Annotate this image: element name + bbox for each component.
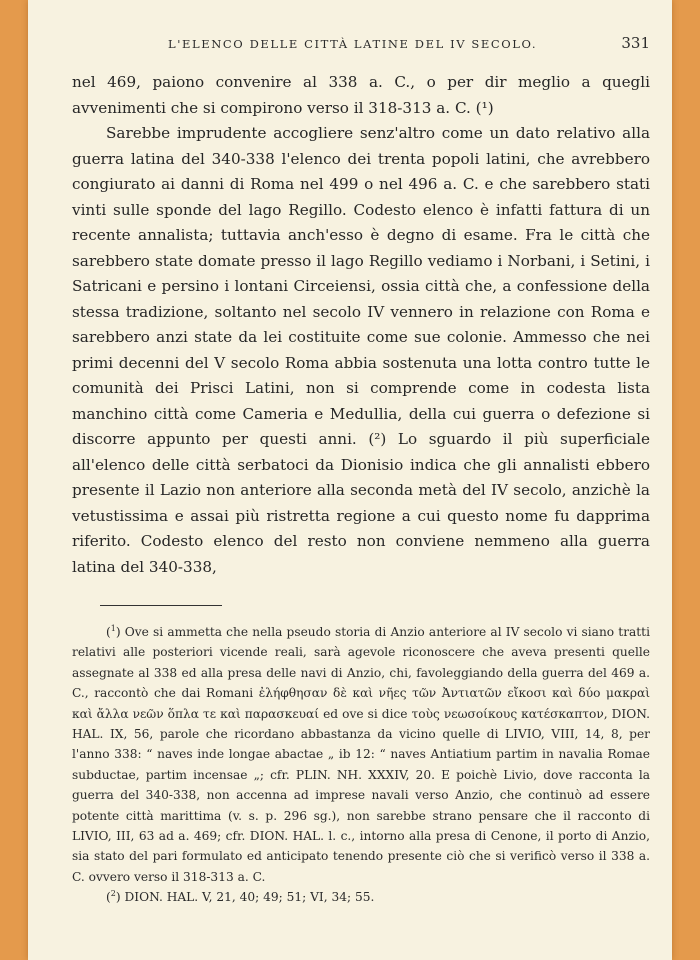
paragraph-2: Sarebbe imprudente accogliere senz'altro come un dato relativo alla guerra latina del 340-338 l'elenco dei trenta popoli latini, che avrebbero congiurato ai danni di Roma nel 499 o nel 496 a. C. e che sarebbero stati vinti sulle sponde del lago Regillo. Codesto elenco è infatti fattura di un recente annalista; tuttavia anch'esso è degno di esame. Fra le città che sarebbero state domate presso il lago Regillo vediamo i Norbani, i Setini, i Satricani e persino i lontani Circeiensi, ossia città che, a confessione della stessa tradizione, soltanto nel secolo IV vennero in relazione con Roma e sarebbero anzi state da lei costituite come sue colonie. Ammesso che nei primi decenni del V secolo Roma abbia sostenuta una lotta contro tutte le comunità dei Prisci Latini, non si comprende come in codesta lista manchino città come Cameria e Medullia, della cui guerra o defezione si discorre appunto per questi anni. (²) Lo sguardo il più superficiale all'elenco delle città serbatoci da Dionisio indica che gli annalisti ebbero presente il Lazio non anteriore alla seconda metà del IV secolo, anzichè la vetustissima e assai più ristretta regione a cui questo nome fu dapprima riferito. Codesto elenco del resto non conviene nemmeno alla guerra latina del 340-338, [72,124,650,576]
footnote-1-text: Ove si ammetta che nella pseudo storia di Anzio anteriore al IV secolo vi siano tratti relativi alle posteriori vicende reali, sarà agevole riconoscere che aveva presenti quelle assegnate al 338 ed alla presa delle navi di Anzio, chi, favoleggiando della guerra del 469 a. C., raccontò che dai Romani ἐλήφθησαν δὲ καὶ νῆες τῶν Ἀντιατῶν εἴκοσι καὶ δύο μακραὶ καὶ ἄλλα νεῶν ὅπλα τε καὶ παρασκευαί ed ove si dice τοὺς νεωσοίκους κατέσκαπτον, DION. HAL. IX, 56, parole che ricordano abbastanza da vicino quelle di LIVIO, VIII, 14, 8, per l'anno 338: “ naves inde longae abactae „ ib 12: “ naves Antiatium partim in navalia Romae subductae, partim incensae „; cfr. PLIN. NH. XXXIV, 20. E poichè Livio, dove racconta la guerra del 340-338, non accenna ad imprese navali verso Anzio, che continuò ad essere potente città marittima (v. s. p. 296 sg.), non sarebbe strano pensare che il racconto di LIVIO, III, 63 ad a. 469; cfr. DION. HAL. l. c., intorno alla presa di Cenone, il porto di Anzio, sia stato del pari formulato ed anticipato tenendo presente ciò che si verificò verso il 338 a. C. ovvero verso il 318-313 a. C. [72,625,650,884]
paragraph-1: nel 469, paiono convenire al 338 a. C., o per dir meglio a quegli avvenimenti che si compirono verso il 318-313 a. C. (¹) [72,73,650,117]
book-page [28,0,672,960]
footnote-2: ($^2$) DION. HAL. V, 21, 40; 49; 51; VI, 34; 55. [106,889,375,905]
footnote-divider [100,605,222,606]
footnote-1-mark: 1 [110,623,116,633]
page-number: 331 [621,34,650,52]
footnotes [72,622,650,908]
footnote-2-mark: 2 [110,889,116,899]
footnote-1: ($^1$) Ove si ammetta che nella pseudo storia di Anzio anteriore al IV secolo vi siano tratti relativi alle posteriori vicende reali, sarà agevole riconoscere che aveva presenti quelle assegnate al 338 ed alla presa delle navi di Anzio, chi, favoleggiando della guerra del 469 a. C., raccontò che dai Romani ἐλήφθησαν δὲ καὶ νῆες τῶν Ἀντιατῶν εἴκοσι καὶ δύο μακραὶ καὶ ἄλλα νεῶν ὅπλα τε καὶ παρασκευαί ed ove si dice τοὺς νεωσοίκους κατέσκαπτον, DION. HAL. IX, 56, parole che ricordano abbastanza da vicino quelle di LIVIO, VIII, 14, 8, per l'anno 338: “ naves inde longae abactae „ ib 12: “ naves Antiatium partim in navalia Romae subductae, partim incensae „; cfr. PLIN. NH. XXXIV, 20. E poichè Livio, dove racconta la guerra del 340-338, non accenna ad imprese navali verso Anzio, che continuò ad essere potente città marittima (v. s. p. 296 sg.), non sarebbe strano pensare che il racconto di LIVIO, III, 63 ad a. 469; cfr. DION. HAL. l. c., intorno alla presa di Cenone, il porto di Anzio, sia stato del pari formulato ed anticipato tenendo presente ciò che si verificò verso il 338 a. C. ovvero verso il 318-313 a. C. [72,623,650,884]
footnote-2-text: DION. HAL. V, 21, 40; 49; 51; VI, 34; 55. [124,890,375,905]
main-text [72,70,650,580]
running-title: L'ELENCO DELLE CITTÀ LATINE DEL IV SECOLO. [168,37,538,51]
